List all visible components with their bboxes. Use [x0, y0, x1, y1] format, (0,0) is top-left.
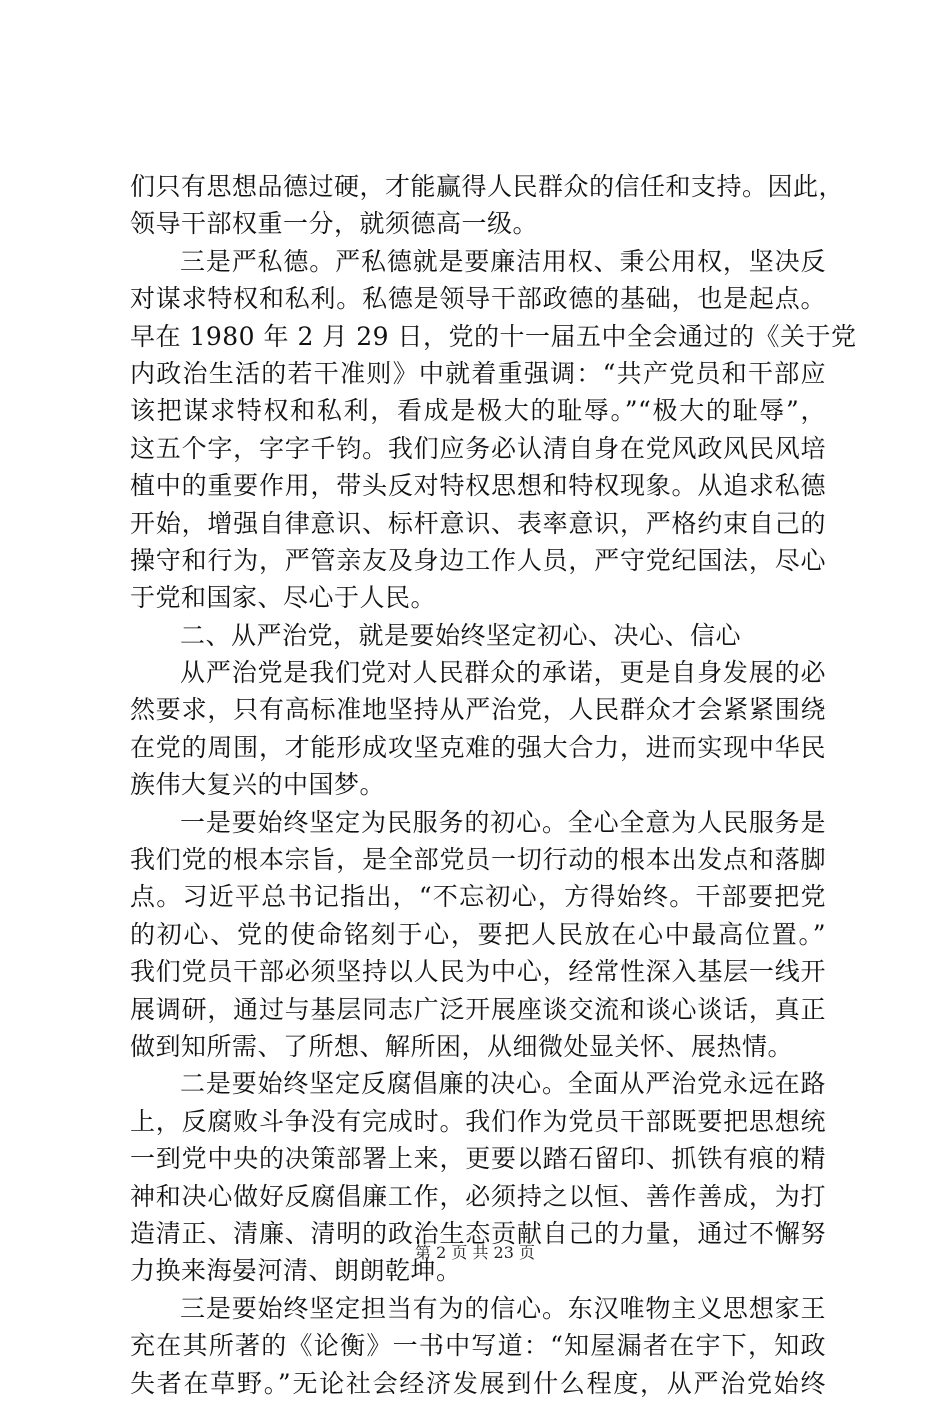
text-line: 一是要始终坚定为民服务的初心。全心全意为人民服务是 [180, 807, 826, 837]
text-line: 一到党中央的决策部署上来，更要以踏石留印、抓铁有痕的精 [130, 1144, 826, 1174]
text-line: 操守和行为，严管亲友及身边工作人员，严守党纪国法，尽心 [130, 545, 826, 575]
text-line: 造清正、清廉、清明的政治生态贡献自己的力量，通过不懈努 [130, 1218, 826, 1248]
text-line: 的初心、党的使命铭刻于心，要把人民放在心中最高位置。” [130, 919, 826, 949]
text-line: 三是要始终坚定担当有为的信心。东汉唯物主义思想家王 [180, 1293, 826, 1323]
text-line: 力换来海晏河清、朗朗乾坤。 [130, 1256, 462, 1286]
text-line: 我们党员干部必须坚持以人民为中心，经常性深入基层一线开 [130, 957, 826, 987]
text-line: 上，反腐败斗争没有完成时。我们作为党员干部既要把思想统 [130, 1106, 826, 1136]
text-line: 失者在草野。”无论社会经济发展到什么程度，从严治党始终 [130, 1368, 826, 1398]
text-line: 二是要始终坚定反腐倡廉的决心。全面从严治党永远在路 [180, 1069, 826, 1099]
text-line: 展调研，通过与基层同志广泛开展座谈交流和谈心谈话，真正 [130, 994, 826, 1024]
text-line: 在党的周围，才能形成攻坚克难的强大合力，进而实现中华民 [130, 732, 826, 762]
text-line: 内政治生活的若干准则》中就着重强调：“共产党员和干部应 [130, 358, 826, 388]
page-footer: 第 2 页 共 23 页 [415, 1243, 535, 1262]
text-line: 于党和国家、尽心于人民。 [130, 583, 437, 613]
text-line: 三是严私德。严私德就是要廉洁用权、秉公用权，坚决反 [180, 246, 826, 276]
text-line: 我们党的根本宗旨，是全部党员一切行动的根本出发点和落脚 [130, 845, 826, 875]
text-line: 点。习近平总书记指出，“不忘初心，方得始终。干部要把党 [130, 882, 826, 912]
text-line: 开始，增强自律意识、标杆意识、表率意识，严格约束自己的 [130, 508, 826, 538]
text-line: 然要求，只有高标准地坚持从严治党，人民群众才会紧紧围绕 [130, 695, 826, 725]
text-line: 充在其所著的《论衡》一书中写道：“知屋漏者在宇下，知政 [130, 1331, 826, 1361]
text-line: 该把谋求特权和私利，看成是极大的耻辱。”“极大的耻辱”， [130, 396, 826, 426]
document-body [130, 168, 857, 1402]
text-line: 对谋求特权和私利。私德是领导干部政德的基础，也是起点。 [130, 284, 826, 314]
text-line: 二、从严治党，就是要始终坚定初心、决心、信心 [180, 620, 742, 650]
text-line: 早在 1980 年 2 月 29 日，党的十一届五中全会通过的《关于党 [130, 321, 857, 351]
text-line: 族伟大复兴的中国梦。 [130, 770, 386, 800]
text-line: 植中的重要作用，带头反对特权思想和特权现象。从追求私德 [130, 471, 826, 501]
text-line: 从严治党是我们党对人民群众的承诺，更是自身发展的必 [180, 658, 826, 688]
text-line: 这五个字，字字千钧。我们应务必认清自身在党风政风民风培 [130, 433, 826, 463]
text-line: 神和决心做好反腐倡廉工作，必须持之以恒、善作善成，为打 [130, 1181, 826, 1211]
text-line: 做到知所需、了所想、解所困，从细微处显关怀、展热情。 [130, 1031, 794, 1061]
text-line: 领导干部权重一分，就须德高一级。 [130, 209, 539, 239]
text-line: 们只有思想品德过硬，才能赢得人民群众的信任和支持。因此， [130, 172, 845, 201]
